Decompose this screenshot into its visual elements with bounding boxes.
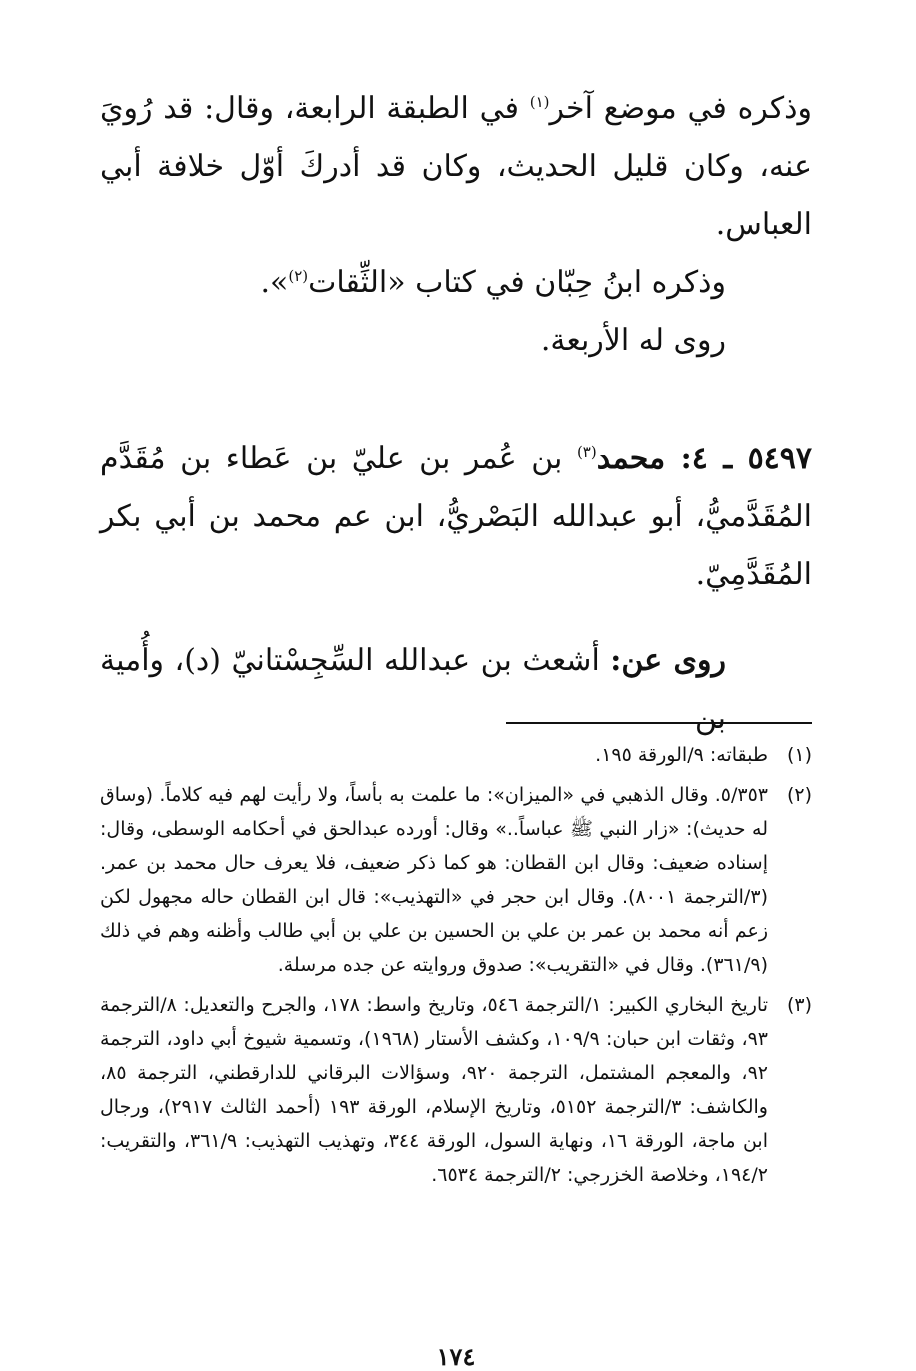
book-page [100,80,813,1371]
paragraph-3: روى له الأربعة. [540,323,726,358]
footnote-ref-3[interactable]: (٣) [576,443,597,461]
footnote-ref-2[interactable]: (٢) [288,267,309,285]
entry-text: بن عُمر بن عليّ بن عَطاء بن مُقَدَّم المُقَدَّميُّ، أبو عبدالله البَصْريُّ، ابن عم محمد بن أبي بكر المُقَدَّمِيّ. [100,441,812,592]
footnote-mark: (٣) [786,994,812,1016]
page-number: ١٧٤ [436,1342,476,1371]
paragraph-2-start: وذكره ابنُ حِبّان في كتاب «الثِّقات [308,265,726,300]
footnotes [100,738,812,1198]
paragraph-1-start: وذكره في موضع آخر [549,91,812,126]
paragraph-2-end: ». [260,265,289,300]
paragraph-2 [100,254,812,312]
footnote-3 [100,988,812,1192]
footnote-mark: (١) [786,744,812,766]
footnote-text: طبقاته: ٩/الورقة ١٩٥. [595,744,768,766]
footnote-ref-1[interactable]: (١) [529,93,550,111]
footnote-2 [100,778,812,982]
paragraph-1 [100,80,812,254]
entry-heading [100,430,812,604]
entry-number: ٥٤٩٧ ـ ٤: محمد [596,441,813,476]
main-text [100,80,812,748]
footnote-divider [506,722,812,724]
narrated-from-text: أشعث بن عبدالله السِّجِسْتانيّ (د)، وأُمية بن [100,643,726,736]
footnote-mark: (٢) [786,784,812,806]
narrated-from-label: روى عن: [610,643,726,678]
narrated-from [100,632,812,748]
footnote-text: ٥/٣٥٣. وقال الذهبي في «الميزان»: ما علمت به بأساً، ولا رأيت لهم فيه كلاماً. (وساق له حديث): «زار النبي ﷺ عباساً..» وقال: أورده عبدالحق في أحكامه الوسطى، وقال: إسناده ضعيف: وقال ابن القطان: هو كما ذكر ضعيف، فلا يعرف حال محمد بن عمر. (٣/الترجمة ٨٠٠١). وقال ابن حجر في «التهذيب»: قال ابن القطان حاله مجهول لكن زعم أنه محمد بن عمر بن علي بن الحسين بن علي بن أبي طالب وأظنه وهم في ذلك (٣٦١/٩). وقال في «التقريب»: صدوق وروايته عن جده مرسلة. [100,784,768,976]
paragraph-1-end: في الطبقة الرابعة، وقال: قد رُويَ عنه، وكان قليل الحديث، وكان قد أدركَ أوّل خلافة أبي العباس. [100,91,812,242]
footnote-1 [100,738,812,772]
footnote-text: تاريخ البخاري الكبير: ١/الترجمة ٥٤٦، وتاريخ واسط: ١٧٨، والجرح والتعديل: ٨/الترجمة ٩٣، وثقات ابن حبان: ١٠٩/٩، وكشف الأستار (١٩٦٨)، وتسمية شيوخ أبي داود، الترجمة ٩٢، والمعجم المشتمل، الترجمة ٩٢٠، وسؤالات البرقاني للدارقطني، الترجمة ٨٥، والكاشف: ٣/الترجمة ٥١٥٢، وتاريخ الإسلام، الورقة ١٩٣ (أحمد الثالث ٢٩١٧)، ورجال ابن ماجة، الورقة ١٦، ونهاية السول، الورقة ٣٤٤، وتهذيب التهذيب: ٣٦١/٩، والتقريب: ١٩٤/٢، وخلاصة الخزرجي: ٢/الترجمة ٦٥٣٤. [100,994,768,1186]
